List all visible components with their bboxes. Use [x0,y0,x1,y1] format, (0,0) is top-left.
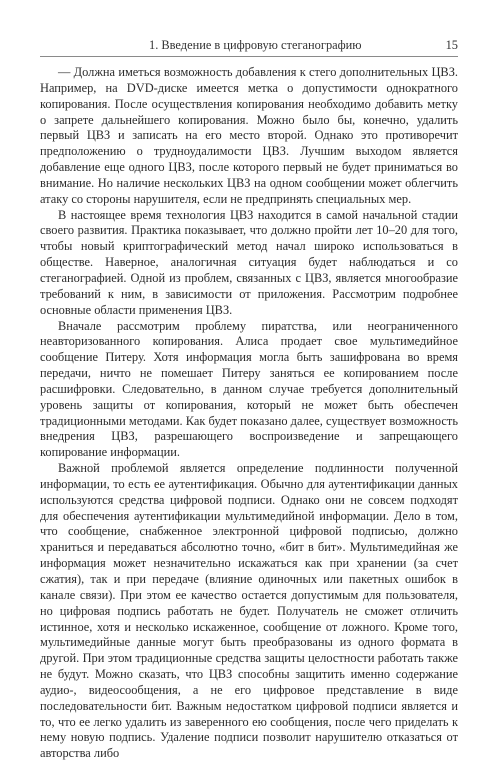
paragraph: В настоящее время технология ЦВЗ находится в самой начальной стадии своего развития. Практика показывает, что должно пройти лет 10–20 для того, чтобы новый криптографический метод начал широко использоваться в обществе. Наверное, аналогичная ситуация будет наблюдаться и со стеганографией. Одной из проблем, связанных с ЦВЗ, является многообразие требований к ним, в зависимости от приложения. Рассмотрим подробнее основные области применения ЦВЗ. [40,207,458,317]
paragraph: — Должна иметься возможность добавления к стего дополнительных ЦВЗ. Например, на DVD-диске имеется метка о допустимости однократного копирования. После осуществления копирования необходимо добавить метку о запрете дальнейшего копирования. Можно было бы, конечно, удалить первый ЦВЗ и записать на его место второй. Однако это противоречит предположению о трудноудалимости ЦВЗ. Лучшим выходом является добавление еще одного ЦВЗ, после которого первый не будет приниматься во внимание. Но наличие нескольких ЦВЗ на одном сообщении может облегчить атаку со стороны нарушителя, если не предпринять специальных мер. [40,65,458,206]
chapter-title: 1. Введение в цифровую стеганографию [149,38,362,52]
body-text [40,65,458,762]
paragraph: Важной проблемой является определение подлинности полученной информации, то есть ее аутентификация. Обычно для аутентификации данных используются средства цифровой подписи. Однако они не совсем подходят для обеспечения аутентификации мультимедийной информации. Дело в том, что сообщение, снабженное электронной цифровой подписью, должно храниться и передаваться абсолютно точно, «бит в бит». Мультимедийная же информация может незначительно искажаться как при хранении (за счет сжатия), так и при передаче (влияние одиночных или пакетных ошибок в канале связи). При этом ее качество остается допустимым для пользователя, но цифровая подпись работать не будет. Получатель не сможет отличить истинное, хотя и несколько искаженное, сообщение от ложного. Кроме того, мультимедийные данные могут быть преобразованы из одного формата в другой. При этом традиционные средства защиты целостности работать также не будут. Можно сказать, что ЦВЗ способны защитить именно содержание аудио-, видеосообщения, а не его цифровое представление в виде последовательности бит. Важным недостатком цифровой подписи является и то, что ее легко удалить из заверенного ею сообщения, после чего приделать к нему новую подпись. Удаление подписи позволит нарушителю отказаться от авторства либо [40,461,458,761]
running-header [40,34,458,57]
page-number: 15 [445,38,458,52]
paragraph: Вначале рассмотрим проблему пиратства, или неограниченного неавторизованного копирования. Алиса продает свое мультимедийное сообщение Питеру. Хотя информация могла быть зашифрована во время передачи, ничто не помешает Питеру заняться ее копированием после расшифровки. Следовательно, в данном случае требуется дополнительный уровень защиты от копирования, который не может быть обеспечен традиционными методами. Как будет показано далее, существует возможность внедрения ЦВЗ, разрешающего воспроизведение и запрещающего копирование информации. [40,318,458,460]
